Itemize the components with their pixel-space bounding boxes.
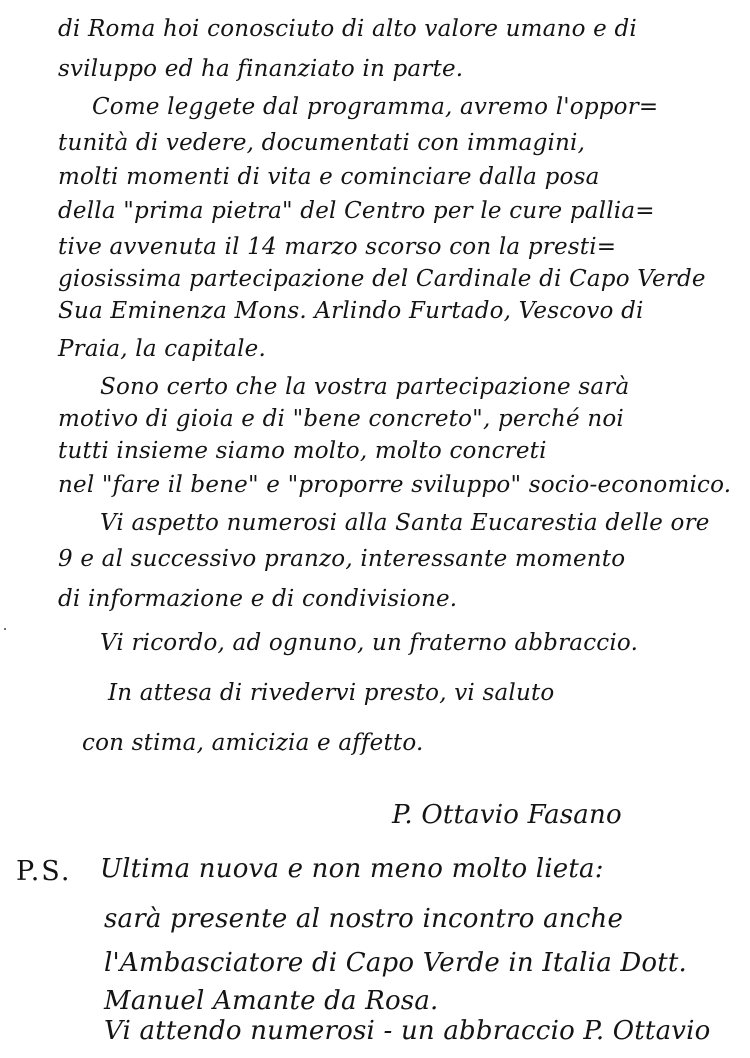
ps-line: Vi attendo numerosi - un abbraccio P. Ottavio xyxy=(104,1016,711,1046)
letter-line: giosissima partecipazione del Cardinale di Capo Verde xyxy=(58,266,706,292)
ps-line: Ultima nuova e non meno molto lieta: xyxy=(100,854,604,884)
letter-line: motivo di gioia e di "bene concreto", perché noi xyxy=(58,406,624,432)
letter-line: tutti insieme siamo molto, molto concreti xyxy=(58,438,547,464)
signature: P. Ottavio Fasano xyxy=(392,800,622,830)
ps-line: l'Ambasciatore di Capo Verde in Italia Dott. xyxy=(104,948,688,978)
letter-line: Praia, la capitale. xyxy=(58,336,266,362)
letter-line: tunità di vedere, documentati con immagini, xyxy=(58,130,586,156)
letter-line: Vi aspetto numerosi alla Santa Eucarestia delle ore xyxy=(100,510,710,536)
paper-speck xyxy=(4,628,6,630)
letter-line: Vi ricordo, ad ognuno, un fraterno abbraccio. xyxy=(100,630,639,656)
letter-line: nel "fare il bene" e "proporre sviluppo" socio-economico. xyxy=(58,472,732,498)
letter-line: Sono certo che la vostra partecipazione sarà xyxy=(100,374,630,400)
ps-line: Manuel Amante da Rosa. xyxy=(104,986,439,1016)
letter-line: di Roma hoi conosciuto di alto valore umano e di xyxy=(58,16,637,42)
letter-line: con stima, amicizia e affetto. xyxy=(82,730,424,756)
letter-line: di informazione e di condivisione. xyxy=(58,586,458,612)
ps-label: P.S. xyxy=(16,856,72,887)
ps-line: sarà presente al nostro incontro anche xyxy=(104,904,624,934)
letter-line: Come leggete dal programma, avremo l'oppor= xyxy=(92,94,659,120)
letter-line: In attesa di rivedervi presto, vi saluto xyxy=(108,680,555,706)
letter-line: 9 e al successivo pranzo, interessante momento xyxy=(58,546,626,572)
letter-line: Sua Eminenza Mons. Arlindo Furtado, Vescovo di xyxy=(58,298,644,324)
letter-line: sviluppo ed ha finanziato in parte. xyxy=(58,56,464,82)
letter-line: della "prima pietra" del Centro per le cure pallia= xyxy=(58,198,655,224)
letter-line: molti momenti di vita e cominciare dalla posa xyxy=(58,164,600,190)
letter-line: tive avvenuta il 14 marzo scorso con la presti= xyxy=(58,234,617,260)
